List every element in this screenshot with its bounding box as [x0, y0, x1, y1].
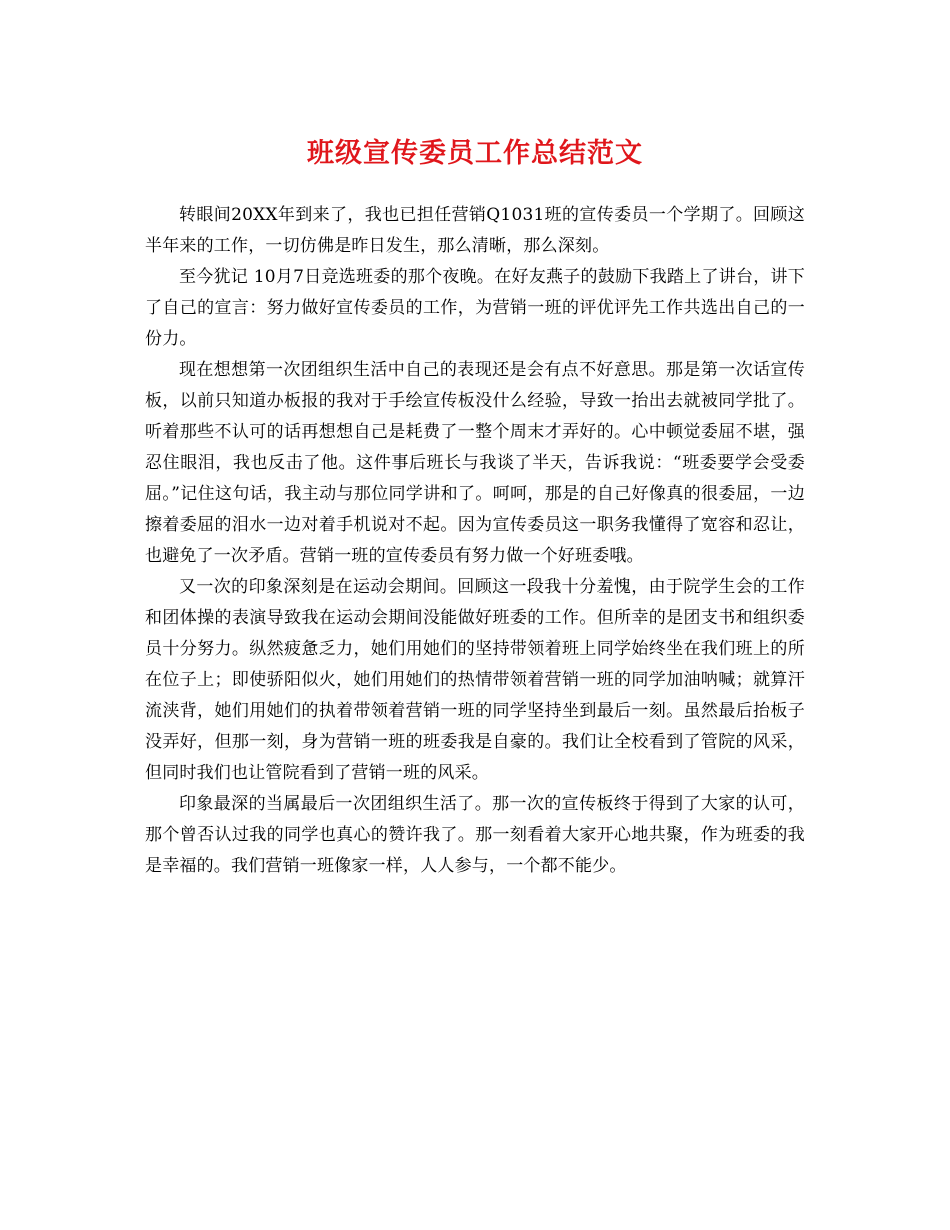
paragraph: 印象最深的当属最后一次团组织生活了。那一次的宣传板终于得到了大家的认可，那个曾否认过我的同学也真心的赞许我了。那一刻看着大家开心地共聚，作为班委的我是幸福的。我们营销一班像家一样，人人参与，一个都不能少。: [145, 794, 805, 876]
paragraph: 现在想想第一次团组织生活中自己的表现还是会有点不好意思。那是第一次话宣传板，以前只知道办板报的我对于手绘宣传板没什么经验，导致一抬出去就被同学批了。听着那些不认可的话再想想自己是耗费了一整个周末才弄好的。心中顿觉委屈不堪，强忍住眼泪，我也反击了他。这件事后班长与我谈了半天，告诉我说：“班委要学会受委屈。”记住这句话，我主动与那位同学讲和了。呵呵，那是的自己好像真的很委屈，一边擦着委屈的泪水一边对着手机说对不起。因为宣传委员这一职务我懂得了宽容和忍让，也避免了一次矛盾。营销一班的宣传委员有努力做一个好班委哦。: [145, 360, 805, 566]
paragraph: 又一次的印象深刻是在运动会期间。回顾这一段我十分羞愧，由于院学生会的工作和团体操的表演导致我在运动会期间没能做好班委的工作。但所幸的是团支书和组织委员十分努力。纵然疲惫乏力，她们用她们的坚持带领着班上同学始终坐在我们班上的所在位子上；即使骄阳似火，她们用她们的热情带领着营销一班的同学加油呐喊；就算汗流浃背，她们用她们的执着带领着营销一班的同学坚持坐到最后一刻。虽然最后抬板子没弄好，但那一刻，身为营销一班的班委我是自豪的。我们让全校看到了管院的风采，但同时我们也让管院看到了营销一班的风采。: [145, 577, 805, 783]
paragraph: 至今犹记 10月7日竞选班委的那个夜晚。在好友燕子的鼓励下我踏上了讲台，讲下了自己的宣言：努力做好宣传委员的工作，为营销一班的评优评先工作共选出自己的一份力。: [145, 267, 805, 349]
document-body: [145, 200, 805, 882]
paragraph: 转眼间20XX年到来了，我也已担任营销Q1031班的宣传委员一个学期了。回顾这半年来的工作，一切仿佛是昨日发生，那么清晰，那么深刻。: [145, 205, 805, 256]
document-title: 班级宣传委员工作总结范文: [307, 138, 643, 169]
